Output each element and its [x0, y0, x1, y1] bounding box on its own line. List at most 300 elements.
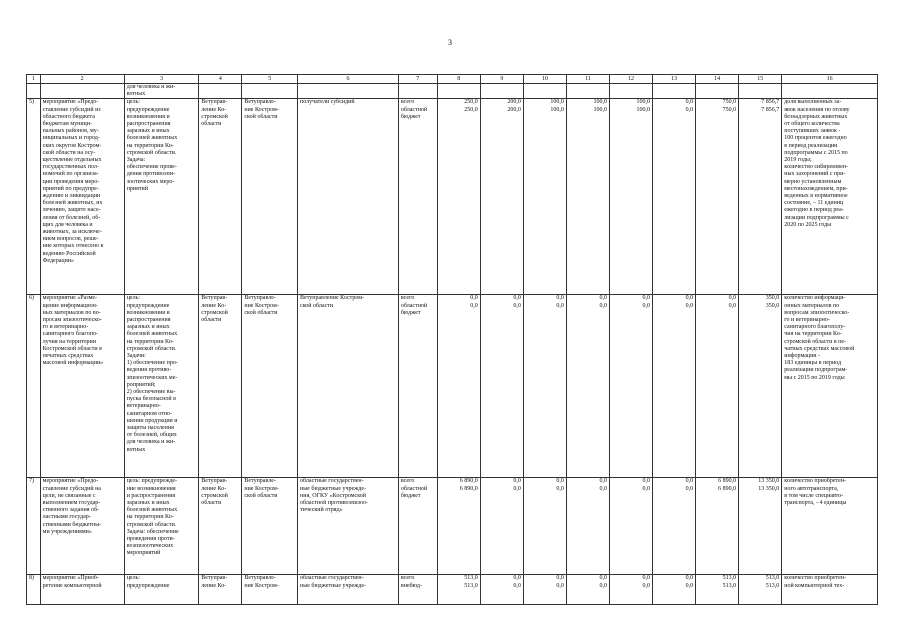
value-2016 [480, 99, 523, 295]
text-line: безнадзорных животных [784, 113, 848, 120]
source-cell [398, 478, 437, 575]
value-2015 [437, 478, 480, 575]
text-line: подпрограммы с 2015 по [784, 149, 848, 156]
text-line: шении продукции и [126, 417, 178, 424]
column-number-16: 16 [782, 75, 878, 84]
text-line: бюджет [400, 492, 421, 499]
text-line: 5) [29, 99, 34, 106]
text-line: щих для человека и [42, 221, 93, 228]
text-line: заразных и иных [126, 500, 170, 507]
text-line: ственными бюджетны- [42, 521, 102, 528]
text-line: цель: предупрежде- [126, 478, 178, 485]
goal-cell [124, 295, 199, 478]
text-line: 1) обеспечение про- [126, 360, 178, 367]
text-line: 0,0 [599, 575, 607, 582]
text-line: массовой информации» [42, 360, 104, 367]
text-line: 0,0 [642, 575, 651, 582]
text-line: 0,0 [685, 295, 694, 302]
text-line: эпизоотических ме- [126, 374, 178, 381]
text-line: мероприятие «Предо- [42, 478, 99, 485]
text-line: ведению Российской [42, 250, 96, 257]
text-line: и распространения [126, 492, 176, 499]
text-line: болезней животных, их [42, 200, 103, 207]
text-line: 0,0 [470, 295, 478, 302]
text-line: цель: [126, 99, 140, 106]
indicator-cell [782, 295, 878, 478]
text-line: ние возникновения [126, 485, 176, 492]
text-line: распространения [126, 121, 171, 128]
text-line: на территории Ко- [126, 338, 174, 345]
text-line: ление Ко- [201, 582, 227, 589]
executor-cell [199, 478, 242, 575]
text-line: информации - [784, 353, 821, 360]
text-line: мероприятий [126, 550, 161, 557]
text-line: 200,0 [507, 99, 521, 106]
text-line: местонахождением, при- [784, 185, 848, 192]
text-line: ление Ко- [201, 106, 227, 113]
text-line: мероприятие «Предо- [42, 99, 99, 106]
text-line: предупреждение [126, 582, 170, 589]
text-line: лизации подпрограммы с [784, 214, 849, 221]
value-2018 [566, 478, 609, 575]
text-line: бюджет [400, 113, 421, 120]
text-line: поступивших заявок - [784, 128, 841, 135]
text-line: 6 890,0 [718, 485, 737, 492]
text-line: 2020 по 2025 годы [784, 221, 832, 228]
text-line: на территории Ко- [126, 142, 174, 149]
indicator-cell [782, 575, 878, 605]
source-cell [398, 99, 437, 295]
text-line: ежегодно в период реа- [784, 207, 844, 214]
text-line: 100,0 [550, 106, 564, 113]
text-line: ной компьютерной тех- [784, 582, 845, 589]
text-line: количество информаци- [784, 295, 846, 302]
text-line: Задачи: [126, 353, 146, 360]
text-line: 0,0 [642, 302, 651, 309]
program-table [26, 74, 878, 605]
text-line: цель: [126, 295, 140, 302]
text-line: Ветуправ- [201, 575, 228, 582]
program-row [27, 478, 878, 575]
text-line: ской области [244, 113, 278, 120]
text-line: ного автотранспорта, [784, 485, 839, 492]
text-line: 100 процентов ежегодно [784, 135, 847, 142]
column-number-5: 5 [242, 75, 298, 84]
value-total [696, 295, 739, 478]
text-line: пуска безопасной в [126, 396, 176, 403]
text-line: обеспечение прове- [126, 164, 177, 171]
executor-cell [199, 575, 242, 605]
text-line: 6 890,0 [459, 478, 478, 485]
text-line: ление Ко- [201, 485, 227, 492]
text-line: щение информацион- [42, 302, 98, 309]
goal-cell [124, 478, 199, 575]
text-line: на территории Ко- [126, 514, 174, 521]
text-line: зоотических меро- [126, 178, 175, 185]
text-line: 0,0 [642, 582, 651, 589]
text-line: ственного задания об- [42, 507, 100, 514]
text-line: чатных средствах массовой [784, 345, 855, 352]
text-line: Задача: обеспечение [126, 528, 179, 535]
text-line: реализации подпрограм- [784, 367, 848, 374]
text-line: 100,0 [593, 106, 607, 113]
text-line: области [201, 317, 222, 324]
value-2019 [609, 575, 652, 605]
text-line: транспорта, - 4 единицы [784, 500, 847, 507]
text-line: 513,0 [464, 575, 478, 582]
text-line: ских округов Костром- [42, 142, 102, 149]
column-number-3: 3 [124, 75, 199, 84]
goal-cell [124, 99, 199, 295]
text-line: пальных районов, му- [42, 128, 99, 135]
text-line: санитарного благополу- [784, 324, 846, 331]
text-line: 2019 годы; [784, 157, 812, 164]
text-line: 750,0 [722, 106, 737, 113]
text-line: стромской области. [126, 345, 177, 352]
text-line: Ветуправ- [201, 99, 228, 106]
text-line: ных материалов по во- [42, 309, 101, 316]
text-line: цели, не связанные с [42, 492, 96, 499]
text-line: болезней животных [126, 507, 178, 514]
text-line: болезней животных [126, 135, 178, 142]
text-line: ние Костром- [244, 582, 279, 589]
value-2017 [523, 478, 566, 575]
text-line: областного бюджета [42, 113, 95, 120]
text-line: 513,0 [722, 582, 737, 589]
text-line: дения противоэпи- [126, 171, 175, 178]
text-line: 100,0 [593, 99, 607, 106]
text-line: 0,0 [470, 302, 478, 309]
text-line: 0,0 [556, 478, 564, 485]
text-line: санитарного благопо- [42, 331, 98, 338]
text-line: 513,0 [464, 582, 478, 589]
text-line: предупреждение [126, 302, 170, 309]
text-line: количество приобретен- [784, 575, 847, 582]
text-line: заразных и иных [126, 324, 170, 331]
column-number-4: 4 [199, 75, 242, 84]
text-line: 0,0 [685, 106, 694, 113]
text-line: Ветуправ- [201, 478, 228, 485]
column-number-7: 7 [398, 75, 437, 84]
text-line: номочий по организа- [42, 171, 99, 178]
text-line: защиты населения [126, 425, 174, 432]
value-2017 [523, 99, 566, 295]
text-line: доля выполненных за- [784, 99, 842, 106]
indicator-cell [782, 99, 878, 295]
coexecutor-cell [242, 295, 298, 478]
column-number-9: 9 [480, 75, 523, 84]
text-line: 7 856,7 [761, 99, 780, 106]
text-line: ные бюджетные учрежде- [300, 582, 367, 589]
recipients-cell [298, 99, 399, 295]
value-col15 [739, 575, 782, 605]
text-line: областной [400, 302, 428, 309]
text-line: состояние, – 11 единиц [784, 200, 844, 207]
text-line: 750,0 [722, 99, 737, 106]
continuation-row [27, 84, 878, 99]
text-line: ние которых отнесено к [42, 243, 104, 250]
recipients-cell [298, 575, 399, 605]
text-line: 0,0 [685, 478, 694, 485]
value-2015 [437, 295, 480, 478]
text-line: получатели субсидий [300, 99, 355, 106]
indicator-cell [782, 478, 878, 575]
text-line: возникновения и [126, 309, 170, 316]
text-line: 0,0 [728, 302, 737, 309]
text-line: количество сибиреязвен- [784, 164, 848, 171]
event-cell [40, 99, 124, 295]
text-line: области [201, 121, 222, 128]
text-line: просам эпизоотическо- [42, 317, 102, 324]
text-line: ждению и ликвидации [42, 193, 101, 200]
text-line: ской области [300, 302, 334, 309]
text-line: веденных в нормативное [784, 193, 848, 200]
text-line: 0,0 [556, 582, 564, 589]
column-number-12: 12 [609, 75, 652, 84]
text-line: 0,0 [728, 295, 737, 302]
text-line: ставление субсидий на [42, 485, 101, 492]
text-line: 0,0 [685, 575, 694, 582]
coexecutor-cell [242, 99, 298, 295]
text-line: ской области на осу- [42, 149, 96, 156]
program-row [27, 575, 878, 605]
text-line: бюджет [400, 309, 421, 316]
source-cell [398, 575, 437, 605]
text-line: 0,0 [685, 485, 694, 492]
value-total [696, 99, 739, 295]
text-line: ные бюджетные учрежде- [300, 485, 367, 492]
text-line: ниципальных и город- [42, 135, 100, 142]
column-number-2: 2 [40, 75, 124, 84]
text-line: 0,0 [685, 582, 694, 589]
text-line: ления от болезней, об- [42, 214, 101, 221]
text-line: 0,0 [685, 99, 694, 106]
text-line: го и ветеринарно- [42, 324, 89, 331]
text-line: 0,0 [513, 582, 521, 589]
value-2018 [566, 295, 609, 478]
text-line: ведения противо- [126, 367, 172, 374]
text-line: болезней животных [126, 331, 178, 338]
value-2016 [480, 575, 523, 605]
text-line: предупреждение [126, 106, 170, 113]
text-line: нием вопросов, реше- [42, 236, 99, 243]
value-2015 [437, 99, 480, 295]
text-line: ми учреждениями» [42, 528, 92, 535]
text-line: выполнением государ- [42, 500, 101, 507]
text-line: 0,0 [556, 485, 564, 492]
text-line: областной [400, 106, 428, 113]
text-line: 100,0 [636, 106, 651, 113]
text-line: Ветуправле- [244, 295, 276, 302]
coexecutor-cell [242, 575, 298, 605]
text-line: 0,0 [599, 478, 607, 485]
text-line: возникновения и [126, 113, 170, 120]
value-col15 [739, 478, 782, 575]
program-row [27, 295, 878, 478]
column-number-10: 10 [523, 75, 566, 84]
text-line: областные государствен- [300, 575, 364, 582]
value-2019 [609, 478, 652, 575]
text-line: распространения [126, 317, 171, 324]
text-line: 0,0 [513, 478, 521, 485]
text-line: ществление отдельных [42, 157, 102, 164]
text-line: 7 856,7 [761, 106, 780, 113]
text-line: цель: [126, 575, 140, 582]
text-line: ние Костром- [244, 485, 279, 492]
continuation-goal [124, 84, 199, 99]
source-cell [398, 295, 437, 478]
text-line: государственных пол- [42, 164, 99, 171]
text-line: от общего количества [784, 121, 840, 128]
value-2015 [437, 575, 480, 605]
value-2020 [653, 99, 696, 295]
value-total [696, 478, 739, 575]
value-2016 [480, 478, 523, 575]
text-line: в том числе специавто- [784, 492, 844, 499]
page-number: 3 [448, 38, 452, 47]
text-line: всего [400, 295, 415, 302]
text-line: внебюд- [400, 582, 422, 589]
text-line: 0,0 [513, 485, 521, 492]
text-line: 0,0 [599, 302, 607, 309]
text-line: количество приобретен- [784, 478, 847, 485]
text-line: роприятий; [126, 381, 156, 388]
text-line: вопросам эпизоотическо- [784, 309, 850, 316]
text-line: ретение компьютерной [42, 582, 102, 589]
text-line: 0,0 [599, 485, 607, 492]
text-line: 0,0 [556, 302, 564, 309]
text-line: 8) [29, 575, 34, 582]
text-line: стромской области. [126, 149, 177, 156]
column-number-row [27, 75, 878, 84]
text-line: 513,0 [765, 575, 780, 582]
row-number [27, 295, 41, 478]
value-total [696, 575, 739, 605]
text-line: вотных [126, 446, 146, 453]
text-line: 0,0 [556, 295, 564, 302]
event-cell [40, 295, 124, 478]
text-line: печатных средствах [42, 353, 94, 360]
value-2017 [523, 575, 566, 605]
text-line: 513,0 [722, 575, 737, 582]
text-line: для человека и жи- [126, 84, 176, 90]
text-line: ской области [244, 309, 278, 316]
text-line: областной [400, 485, 428, 492]
text-line: онных материалов по [784, 302, 840, 309]
text-line: ние Костром- [244, 106, 279, 113]
text-line: Ветуправле- [244, 478, 276, 485]
text-line: 0,0 [599, 582, 607, 589]
text-line: ных захоронений с при- [784, 171, 846, 178]
value-2018 [566, 575, 609, 605]
text-line: всего [400, 99, 415, 106]
text-line: 250,0 [464, 99, 478, 106]
row-number [27, 575, 41, 605]
text-line: всего [400, 575, 415, 582]
text-line: лучия на территории [42, 338, 96, 345]
text-line: 13 350,0 [758, 478, 780, 485]
text-line: области [201, 500, 222, 507]
text-line: ской области [244, 492, 278, 499]
text-line: бюджетам муници- [42, 121, 92, 128]
value-2019 [609, 99, 652, 295]
text-line: всего [400, 478, 415, 485]
value-2017 [523, 295, 566, 478]
text-line: чия на территории Ко- [784, 331, 842, 338]
row-number [27, 478, 41, 575]
text-line: 0,0 [513, 295, 521, 302]
text-line: 6) [29, 295, 34, 302]
value-2018 [566, 99, 609, 295]
text-line: стромской [201, 309, 228, 316]
row-number [27, 99, 41, 295]
text-line: 13 350,0 [758, 485, 780, 492]
text-line: явок населения по отлову [784, 106, 850, 113]
value-2020 [653, 478, 696, 575]
text-line: Ветуправле- [244, 99, 276, 106]
text-line: 183 единицы в период [784, 360, 842, 367]
text-line: приятий [126, 185, 148, 192]
text-line: мы с 2015 по 2019 годы [784, 374, 845, 381]
program-row [27, 99, 878, 295]
text-line: санитарном отно- [126, 410, 173, 417]
column-number-11: 11 [566, 75, 609, 84]
text-line: го и ветеринарно- [784, 317, 830, 324]
text-line: ление Ко- [201, 302, 227, 309]
text-line: 0,0 [642, 485, 651, 492]
text-line: Ветуправление Костром- [300, 295, 365, 302]
text-line: ние Костром- [244, 302, 279, 309]
executor-cell [199, 99, 242, 295]
recipients-cell [298, 478, 399, 575]
text-line: 250,0 [464, 106, 478, 113]
text-line: приятий по предупре- [42, 185, 99, 192]
text-line: 0,0 [513, 302, 521, 309]
value-col15 [739, 99, 782, 295]
text-line: 6 890,0 [718, 478, 737, 485]
text-line: стромской области в пе- [784, 338, 847, 345]
text-line: Ветуправ- [201, 295, 228, 302]
column-number-6: 6 [298, 75, 399, 84]
text-line: стромской [201, 492, 228, 499]
text-line: Костромской области в [42, 345, 102, 352]
text-line: областные государствен- [300, 478, 364, 485]
text-line: проведения проти- [126, 536, 175, 543]
text-line: 0,0 [599, 295, 607, 302]
text-line: 0,0 [642, 295, 651, 302]
text-line: мерно установленным [784, 178, 842, 185]
value-2020 [653, 295, 696, 478]
column-number-14: 14 [696, 75, 739, 84]
recipients-cell [298, 295, 399, 478]
executor-cell [199, 295, 242, 478]
value-2016 [480, 295, 523, 478]
value-2019 [609, 295, 652, 478]
text-line: животных, за исключе- [42, 229, 102, 236]
text-line: ветеринарно- [126, 403, 161, 410]
text-line: вотных [126, 91, 146, 98]
text-line: 7) [29, 478, 34, 485]
text-line: ции проведения меро- [42, 178, 100, 185]
text-line: для человека и жи- [126, 439, 176, 446]
coexecutor-cell [242, 478, 298, 575]
value-col15 [739, 295, 782, 478]
text-line: лечению, защите насе- [42, 207, 101, 214]
text-line: ния, ОГКУ «Костромской [300, 492, 367, 499]
column-number-1: 1 [27, 75, 41, 84]
column-number-8: 8 [437, 75, 480, 84]
event-cell [40, 575, 124, 605]
